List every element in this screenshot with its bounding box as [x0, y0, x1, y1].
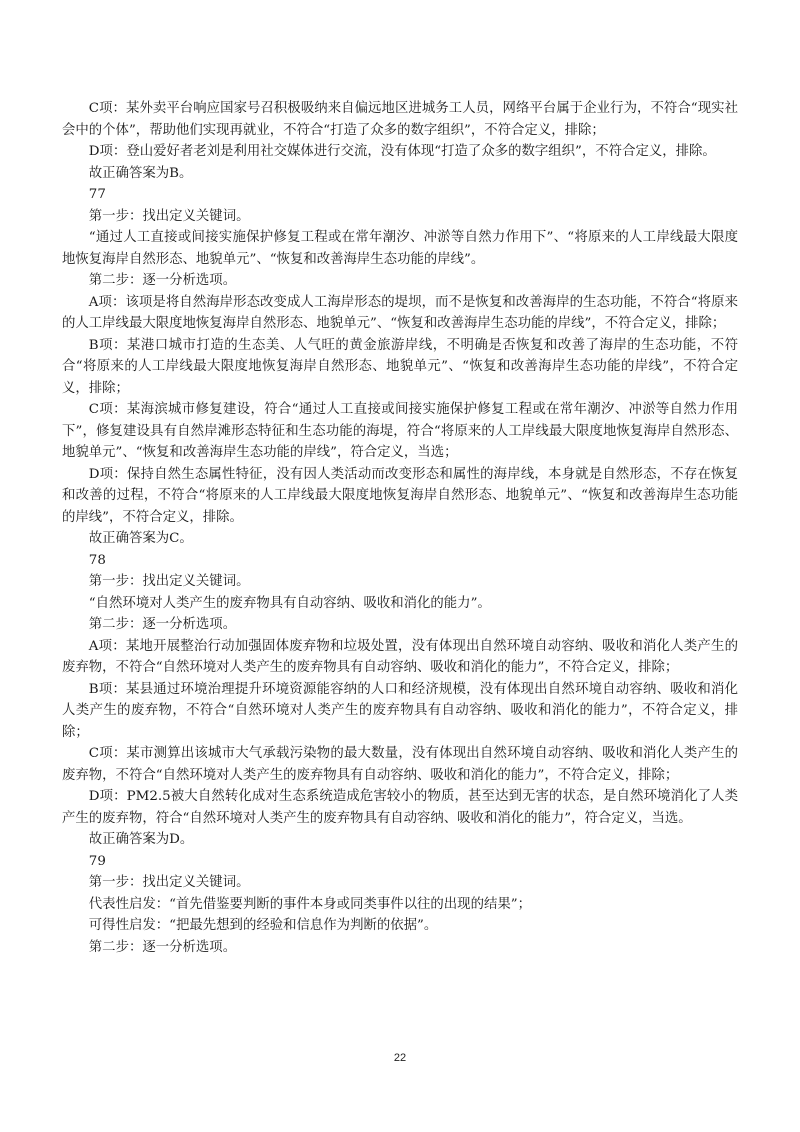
- question-number: 78: [88, 552, 106, 568]
- paragraph: 第一步：找出定义关键词。: [88, 208, 250, 224]
- page-number: 22: [393, 1052, 407, 1064]
- question-number: 79: [88, 853, 106, 869]
- paragraph: 第二步：逐一分析选项。: [88, 273, 237, 288]
- paragraph: A项：该项是将自然海岸形态改变成人工海岸形态的堤坝，而不是恢复和改善海岸的生态功能，不符合“将原来的人工岸线最大限度地恢复海岸自然形态、地貌单元”、“恢复和改善海岸生态功能的岸线”，不符合定义，排除；: [62, 294, 738, 331]
- document-body: [62, 98, 738, 958]
- paragraph: 第一步：找出定义关键词。: [88, 875, 250, 890]
- paragraph: B项：某县通过环境治理提升环境资源能容纳的人口和经济规模，没有体现出自然环境自动容纳、吸收和消化人类产生的废弃物，不符合“自然环境对人类产生的废弃物具有自动容纳、吸收和消化的能力”，不符合定义，排除；: [62, 681, 738, 740]
- paragraph: 第二步：逐一分析选项。: [88, 617, 237, 632]
- paragraph: C项：某海滨城市修复建设，符合“通过人工直接或间接实施保护修复工程或在常年潮汐、冲淤等自然力作用下”，修复建设具有自然岸滩形态特征和生态功能的海堤，符合“将原来的人工岸线最大限度地恢复海岸自然形态、地貌单元”、“恢复和改善海岸生态功能的岸线”，符合定义，当选；: [62, 402, 738, 460]
- paragraph: C项：某外卖平台响应国家号召积极吸纳来自偏远地区进城务工人员，网络平台属于企业行为，不符合“现实社会中的个体”，帮助他们实现再就业，不符合“打造了众多的数字组织”，不符合定义，排除；: [62, 101, 738, 138]
- paragraph: 第一步：找出定义关键词。: [88, 574, 250, 589]
- paragraph: D项：登山爱好者老刘是利用社交媒体进行交流，没有体现“打造了众多的数字组织”，不符合定义，排除。: [88, 144, 716, 159]
- paragraph: 代表性启发：“首先借鉴要判断的事件本身或同类事件以往的出现的结果”；: [88, 896, 531, 912]
- paragraph: 故正确答案为B。: [88, 165, 193, 181]
- paragraph: “通过人工直接或间接实施保护修复工程或在常年潮汐、冲淤等自然力作用下”、“将原来的人工岸线最大限度地恢复海岸自然形态、地貌单元”、“恢复和改善海岸生态功能的岸线”。: [62, 230, 738, 267]
- paragraph: D项：PM2.5被大自然转化成对生态系统造成危害较小的物质，甚至达到无害的状态，是自然环境消化了人类产生的废弃物，符合“自然环境对人类产生的废弃物具有自动容纳、吸收和消化的能力”，符合定义，当选。: [62, 789, 738, 826]
- paragraph: D项：保持自然生态属性特征，没有因人类活动而改变形态和属性的海岸线，本身就是自然形态，不存在恢复和改善的过程，不符合“将原来的人工岸线最大限度地恢复海岸自然形态、地貌单元”、“恢复和改善海岸生态功能的岸线”，不符合定义，排除。: [62, 466, 738, 525]
- paragraph: 故正确答案为D。: [88, 832, 194, 847]
- paragraph: C项：某市测算出该城市大气承载污染物的最大数量，没有体现出自然环境自动容纳、吸收和消化人类产生的废弃物，不符合“自然环境对人类产生的废弃物具有自动容纳、吸收和消化的能力”，不符合定义，排除；: [62, 746, 738, 783]
- paragraph: A项：某地开展整治行动加强固体废弃物和垃圾处置，没有体现出自然环境自动容纳、吸收和消化人类产生的废弃物，不符合“自然环境对人类产生的废弃物具有自动容纳、吸收和消化的能力”，不符合定义，排除；: [62, 638, 738, 675]
- paragraph: B项：某港口城市打造的生态美、人气旺的黄金旅游岸线，不明确是否恢复和改善了海岸的生态功能，不符合“将原来的人工岸线最大限度地恢复海岸自然形态、地貌单元”、“恢复和改善海岸生态功能的岸线”，不符合定义，排除；: [62, 337, 738, 396]
- paragraph: 故正确答案为C。: [88, 531, 193, 546]
- paragraph: 可得性启发：“把最先想到的经验和信息作为判断的依据”。: [88, 918, 438, 933]
- paragraph: 第二步：逐一分析选项。: [88, 939, 237, 955]
- paragraph: “自然环境对人类产生的废弃物具有自动容纳、吸收和消化的能力”。: [88, 595, 491, 611]
- question-number: 77: [88, 187, 106, 202]
